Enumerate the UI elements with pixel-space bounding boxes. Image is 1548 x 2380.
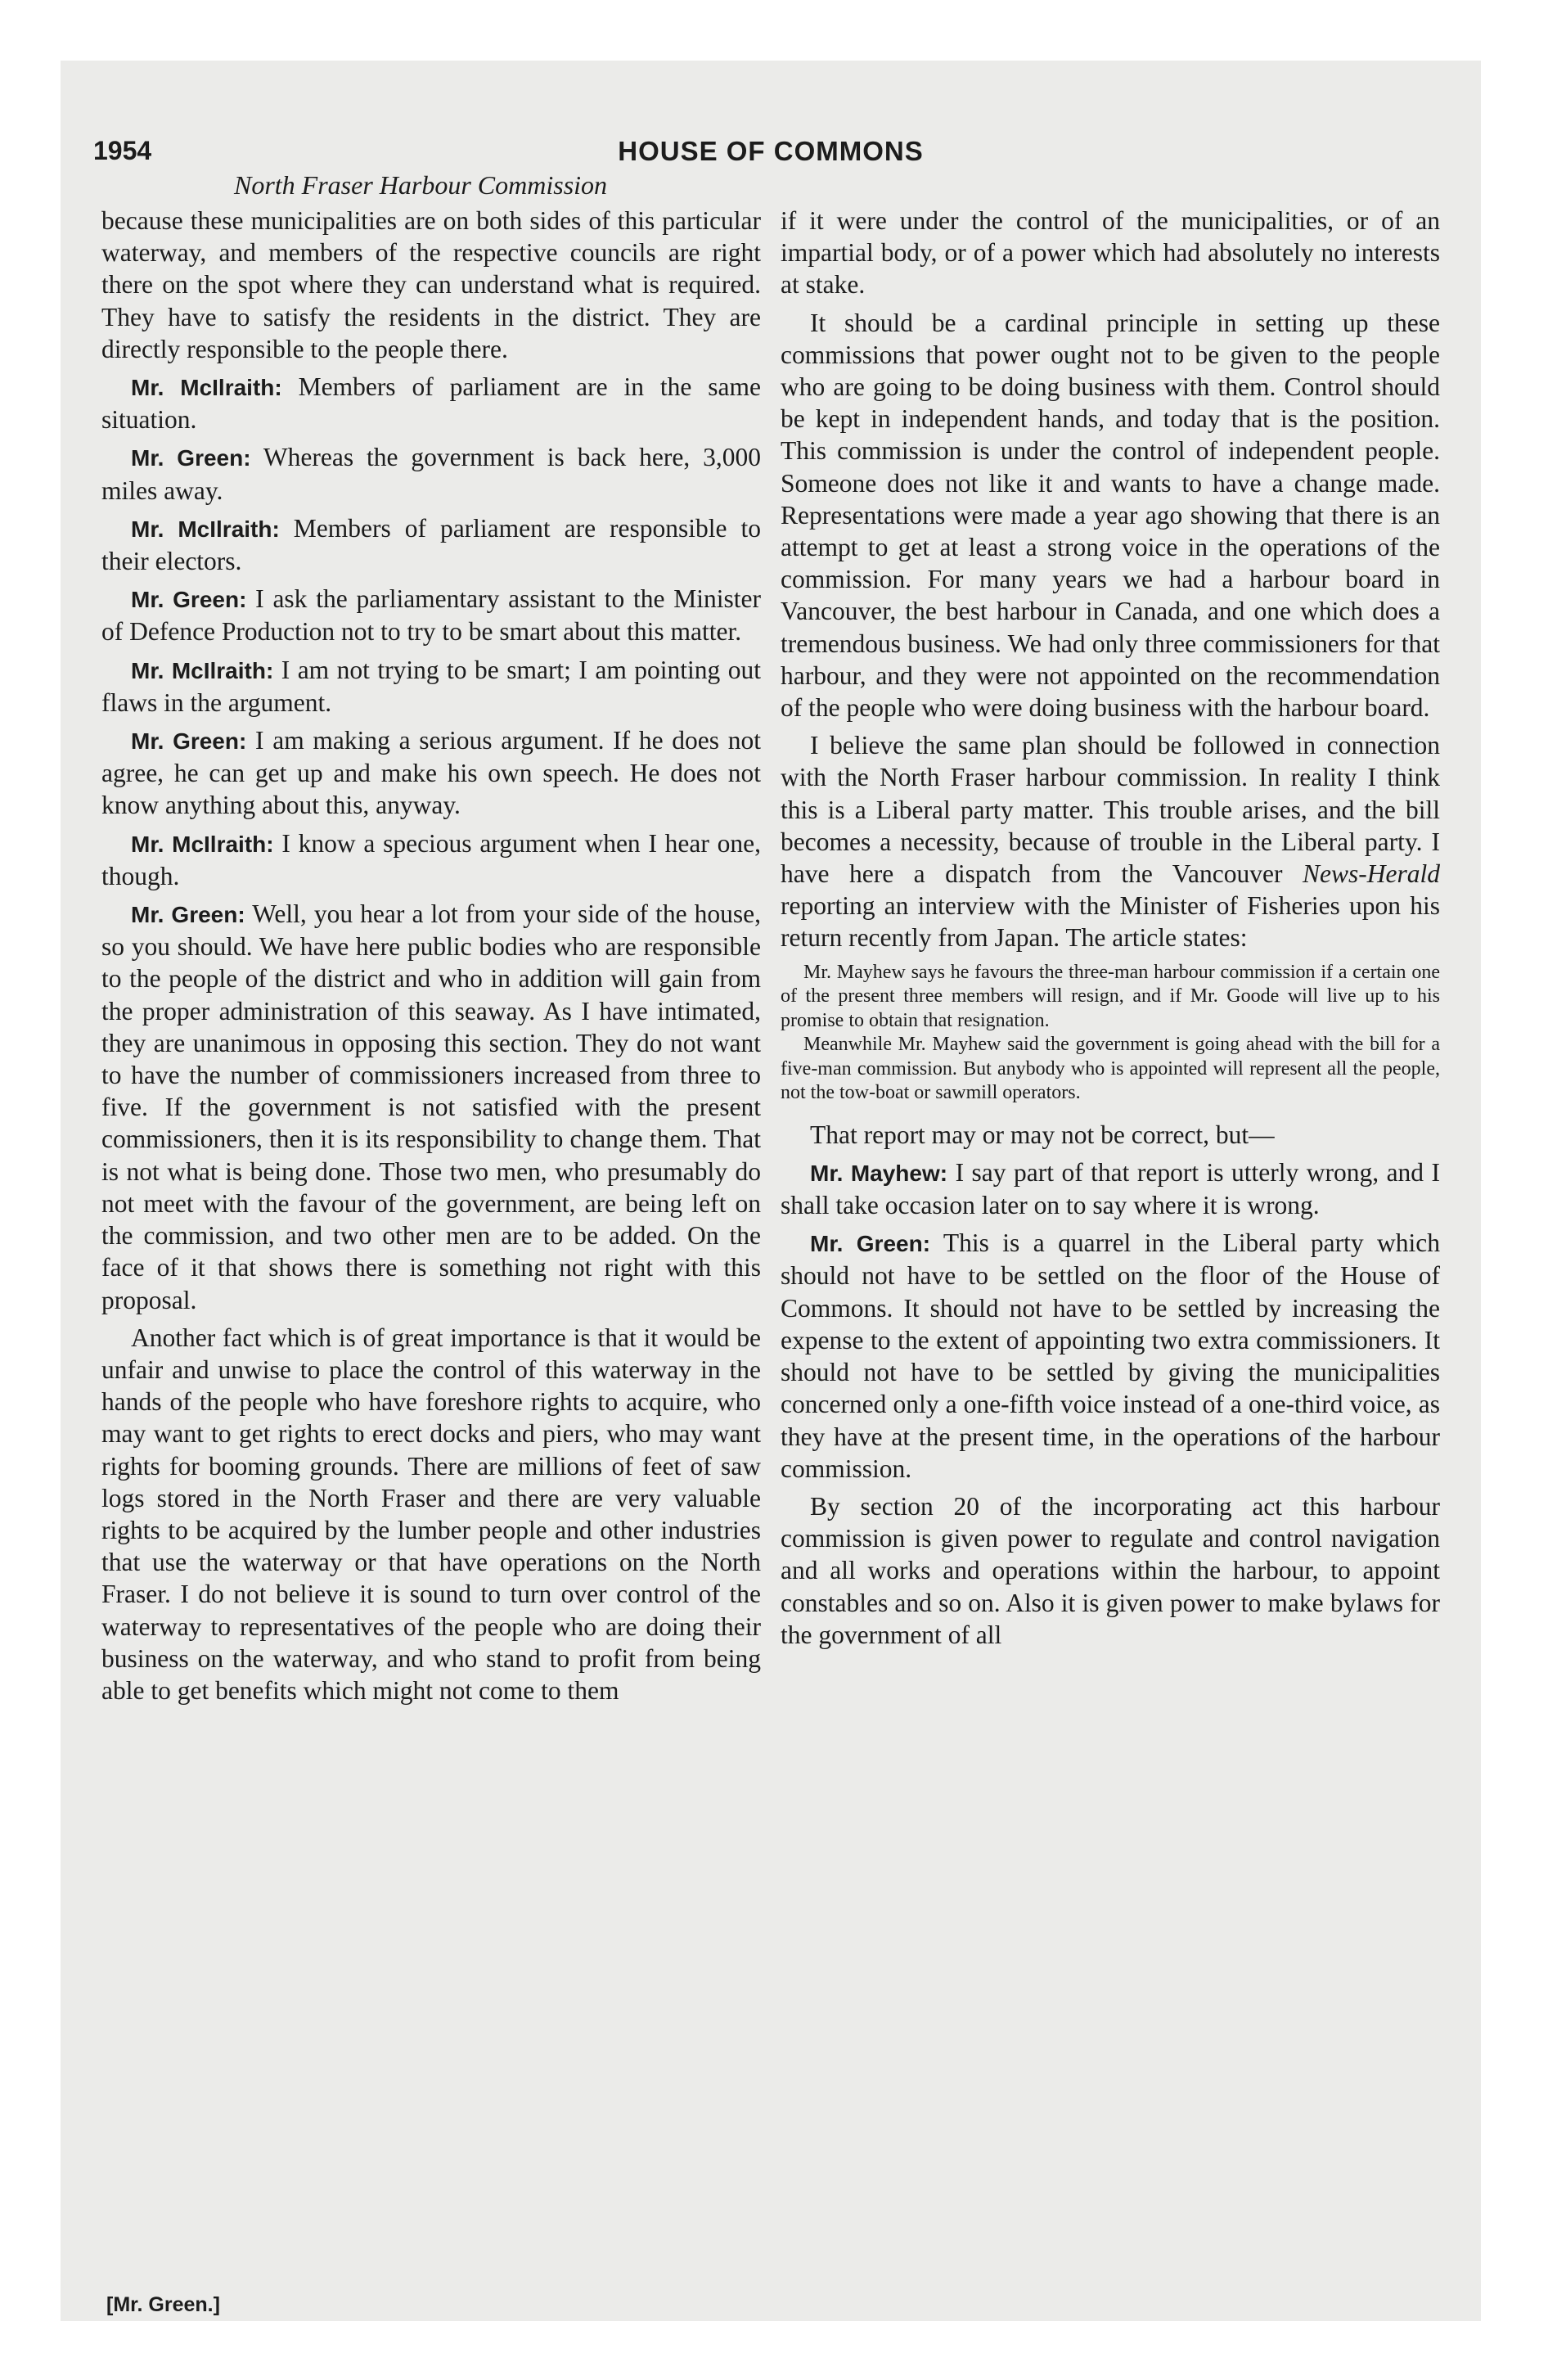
page-number: 1954 <box>93 136 152 165</box>
speech-text: Members of parliament are in the same situation. <box>101 372 761 435</box>
speech-text: Members of parliament are responsible to their electors. <box>101 513 761 576</box>
quote-paragraph: Mr. Mayhew says he favours the three-man harbour commission if a certain one of the present three members will resign, and if Mr. Goode will live up to his promise to obtain that resignation. <box>781 961 1440 1031</box>
speech-paragraph <box>101 654 761 719</box>
speaker-name: Mr. McIlraith: <box>131 657 274 683</box>
speaker-name: Mr. Green: <box>131 587 247 613</box>
speaker-name: Mr. Green: <box>131 902 245 928</box>
speaker-name: Mr. Mayhew: <box>810 1160 948 1186</box>
paragraph <box>781 729 1440 953</box>
running-title: HOUSE OF COMMONS <box>618 136 924 166</box>
paragraph: By section 20 of the incorporating act this harbour commission is given power to regulate and control navigation and all works and operations within the harbour, to appoint constables and so on. Also it is given power to make bylaws for the government of all <box>781 1491 1440 1649</box>
speech-text: I say part of that report is utterly wrong, and I shall take occasion later on to say where it is wrong. <box>781 1157 1441 1220</box>
speech-paragraph <box>101 441 761 506</box>
speech-text: I am not trying to be smart; I am pointing out flaws in the argument. <box>101 655 761 717</box>
paragraph: That report may or may not be correct, but— <box>810 1120 1275 1149</box>
speech-paragraph <box>101 827 761 892</box>
speech-paragraph <box>781 1156 1440 1221</box>
speaker-name: Mr. Green: <box>810 1231 931 1257</box>
paragraph-text: because these municipalities are on both sides of this particular waterway, and members of the respective councils are right there on the spot where they can understand what is required. They have to satisfy the residents in the district. They are directly responsible to the people there. <box>101 206 761 363</box>
speaker-name: Mr. Green: <box>131 728 247 755</box>
paragraph <box>101 1322 761 1706</box>
paragraph <box>101 205 761 365</box>
speaker-name: Mr. McIlraith: <box>131 516 280 542</box>
section-subheading: North Fraser Harbour Commission <box>233 170 608 200</box>
quote-paragraph: Meanwhile Mr. Mayhew said the government is going ahead with the bill for a five-man commission. But anybody who is appointed will represent all the people, not the tow-boat or sawmill operators. <box>781 1034 1440 1104</box>
paragraph: if it were under the control of the municipalities, or of an impartial body, or of a power which had absolutely no interests at stake. <box>781 206 1440 300</box>
speech-text: I know a specious argument when I hear one, though. <box>101 828 761 890</box>
paragraph-text: reporting an interview with the Minister of Fisheries upon his return recently from Japan. The article states: <box>781 891 1440 953</box>
left-column <box>101 205 761 1712</box>
speaker-name: Mr. McIlraith: <box>131 831 274 857</box>
page-sheet <box>61 61 1481 2321</box>
speaker-name: Mr. McIlraith: <box>131 375 282 401</box>
speech-paragraph <box>101 724 761 822</box>
footer-speaker-credit: [Mr. Green.] <box>106 2293 220 2316</box>
speech-paragraph <box>781 1227 1440 1485</box>
speech-text: I am making a serious argument. If he does not agree, he can get up and make his own speech. He does not know anything about this, anyway. <box>101 726 761 820</box>
speech-paragraph <box>101 371 761 435</box>
speech-text: This is a quarrel in the Liberal party which should not have to be settled on the floor of the House of Commons. It should not have to be settled by increasing the expense to the extent of appointing two extra commissioners. It should not have to be settled by giving the municipalities concerned only a one-fifth voice instead of a one-third voice, as they have at the present time, in the operations of the harbour commission. <box>781 1228 1440 1483</box>
speech-text: Well, you hear a lot from your side of the house, so you should. We have here public bodies who are responsible to the people of the district and who in addition will gain from the proper administration of this seaway. As I have intimated, they are unanimous in opposing this section. They do not want to have the number of commissioners increased from three to five. If the government is not satisfied with the present commissioners, then it is its responsibility to change them. That is not what is being done. Those two men, who presumably do not meet with the favour of the government, are being left on the commission, and two other men are to be added. On the face of it that shows there is something not right with this proposal. <box>101 899 762 1314</box>
paragraph: It should be a cardinal principle in setting up these commissions that power ought not to be given to the people who are going to be doing business with them. Control should be kept in independent hands, and today that is the position. This commission is under the control of independent people. Someone does not like it and wants to have a change made. Representations were made a year ago showing that there is an attempt to get at least a strong voice in the operations of the commission. For many years we had a harbour board in Vancouver, the best harbour in Canada, and one which does a tremendous business. We had only three commissioners for that harbour, and they were not appointed on the recommendation of the people who were doing business with the harbour board. <box>781 308 1440 723</box>
speech-text: I ask the parliamentary assistant to the Minister of Defence Production not to try to be smart about this matter. <box>101 584 761 647</box>
speaker-name: Mr. Green: <box>131 445 251 471</box>
speech-paragraph <box>101 898 761 1316</box>
right-column <box>781 205 1440 1657</box>
newspaper-title: News-Herald <box>1303 859 1440 889</box>
speech-text: Whereas the government is back here, 3,000 miles away. <box>101 443 761 505</box>
paragraph-text: I believe the same plan should be followed in connection with the North Fraser harbour commission. In reality I think this is a Liberal party matter. This trouble arises, and the bill becomes a necessity, because of trouble in the Liberal party. I have here a dispatch from the Vancouver <box>781 731 1440 889</box>
speech-paragraph <box>101 512 761 577</box>
paragraph-text: Another fact which is of great importance is that it would be unfair and unwise to place the control of this waterway in the hands of the people who have foreshore rights to acquire, who may want to get rights to erect docks and piers, who may want rights for booming grounds. There are millions of feet of saw logs stored in the North Fraser and there are very valuable rights to be acquired by the lumber people and other industries that use the waterway or that have operations on the North Fraser. I do not believe it is sound to turn over control of the waterway to representatives of the people who are doing their business on the waterway, and who stand to profit from being able to get benefits which might not come to them <box>101 1323 761 1705</box>
block-quote <box>781 961 1440 1106</box>
speech-paragraph <box>101 583 761 647</box>
